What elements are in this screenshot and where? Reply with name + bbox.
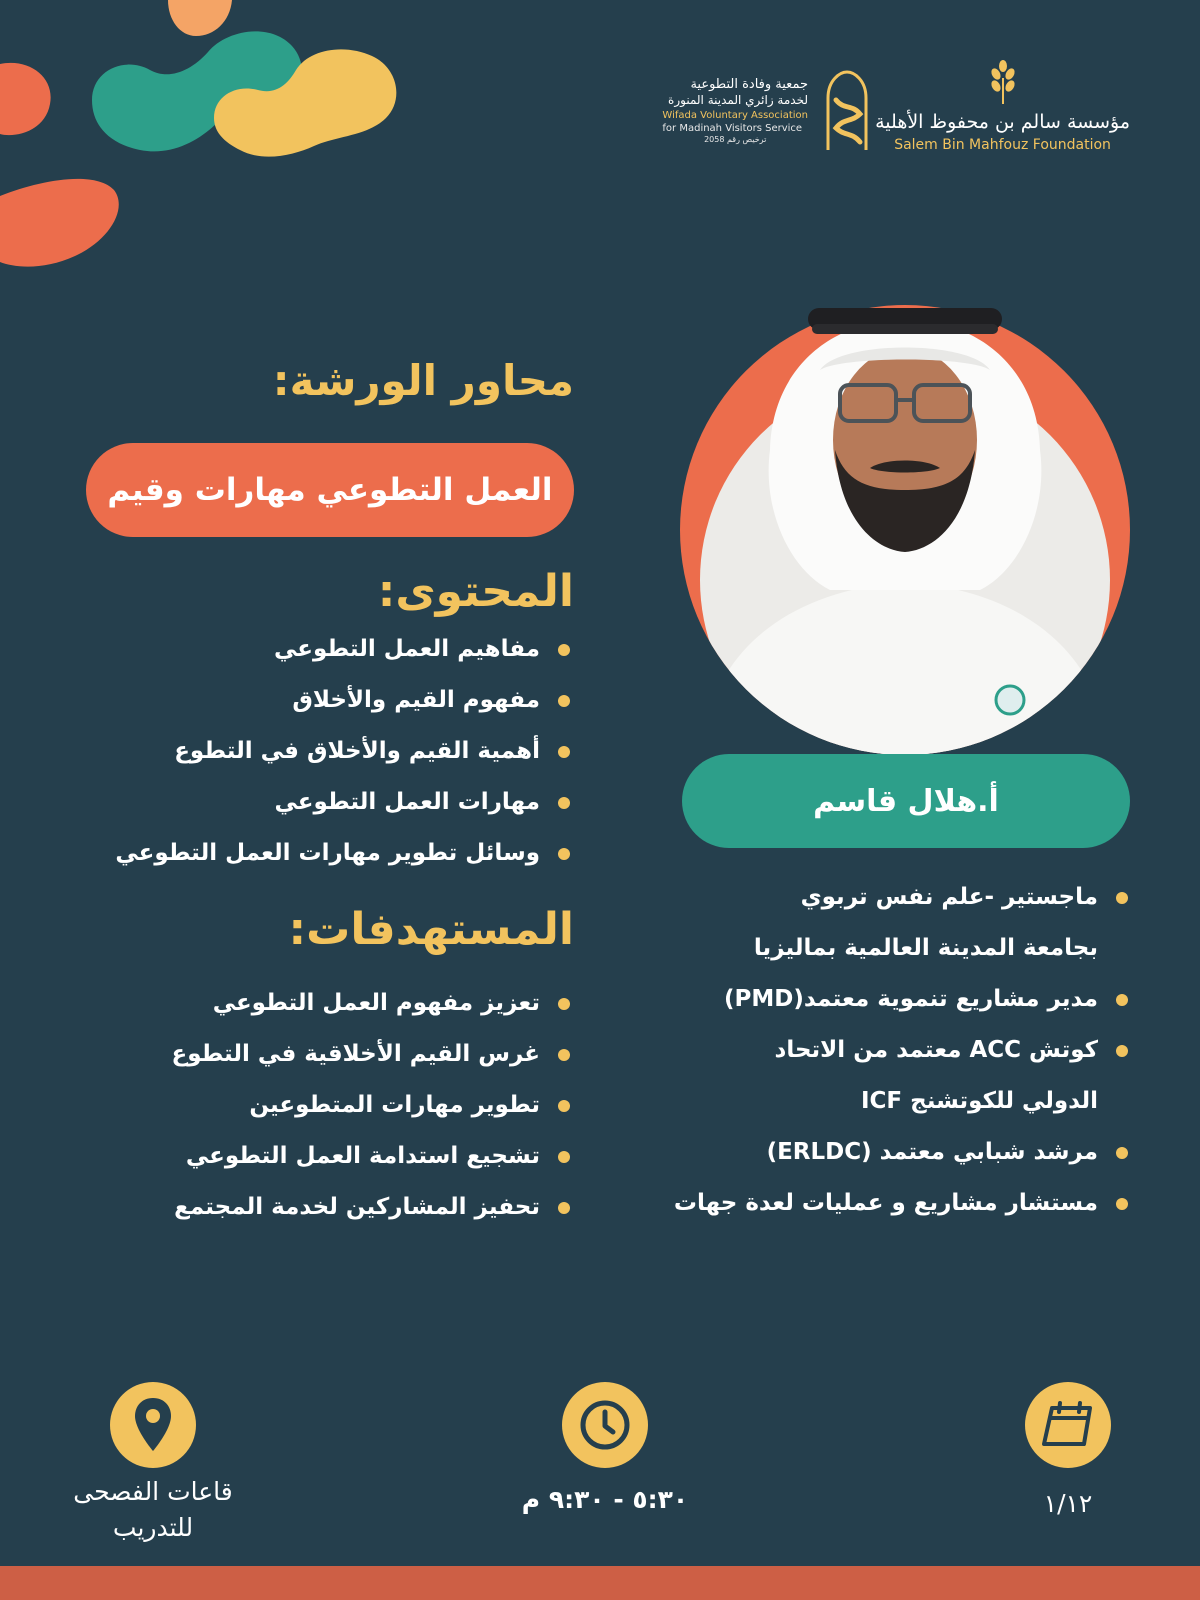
location-text (40, 1474, 266, 1546)
location-line1: قاعات الفصحى (73, 1477, 233, 1506)
objective-item: غرس القيم الأخلاقية في التطوع (171, 1029, 574, 1080)
objectives-heading: المستهدفات: (288, 904, 574, 955)
credential-item: مدير مشاريع تنموية معتمد(PMD) (674, 974, 1132, 1025)
date-text: ١/١٢ (1043, 1489, 1093, 1518)
calendar-icon (1040, 1400, 1096, 1450)
wifada-license: ترخيص رقم 2058 (704, 135, 767, 145)
content-item: مفهوم القيم والأخلاق (115, 675, 574, 726)
presenter-name-pill (682, 754, 1130, 848)
location-pin-icon (132, 1396, 174, 1454)
credential-item: مستشار مشاريع و عمليات لعدة جهات (674, 1178, 1132, 1229)
wifada-arabic-line1: جمعية وفادة التطوعية (690, 76, 808, 92)
wifada-emblem-icon (822, 70, 872, 152)
content-list (115, 624, 574, 879)
location-icon-circle (110, 1382, 196, 1468)
wifada-english-line2: for Madinah Visitors Service (662, 123, 803, 135)
objectives-list (171, 978, 574, 1233)
salem-foundation-arabic-name: مؤسسة سالم بن محفوظ الأهلية (875, 111, 1130, 133)
salem-foundation-logo (875, 60, 1130, 155)
wifada-english-line1: Wifada Voluntary Association (662, 110, 808, 122)
content-item: مفاهيم العمل التطوعي (115, 624, 574, 675)
credential-item: كوتش ACC معتمد من الاتحاد (674, 1025, 1132, 1076)
credential-item: مرشد شبابي معتمد (ERLDC) (674, 1127, 1132, 1178)
footer-bar (0, 1566, 1200, 1600)
objective-item: تطوير مهارات المتطوعين (171, 1080, 574, 1131)
wheat-icon (986, 60, 1020, 106)
presenter-photo (680, 290, 1130, 755)
workshop-title: العمل التطوعي مهارات وقيم (107, 472, 553, 508)
content-heading: المحتوى: (377, 566, 574, 617)
clock-icon-circle (562, 1382, 648, 1468)
credential-item: ماجستير -علم نفس تربوي (674, 872, 1132, 923)
wifada-association-logo (662, 70, 872, 152)
workshop-axes-heading: محاور الورشة: (272, 356, 574, 405)
salem-foundation-english-name: Salem Bin Mahfouz Foundation (894, 136, 1111, 153)
wifada-arabic-line2: لخدمة زائري المدينة المنورة (668, 93, 808, 108)
workshop-title-pill (86, 443, 574, 537)
objective-item: تشجيع استدامة العمل التطوعي (171, 1131, 574, 1182)
decorative-blobs (0, 0, 420, 280)
content-item: وسائل تطوير مهارات العمل التطوعي (115, 828, 574, 879)
time-text: ٥:٣٠ - ٩:٣٠ م (521, 1485, 689, 1514)
presenter-name: أ.هلال قاسم (813, 783, 999, 819)
credential-item-continued: بجامعة المدينة العالمية بماليزيا (753, 935, 1098, 961)
presenter-credentials-list (674, 872, 1132, 1229)
content-item: مهارات العمل التطوعي (115, 777, 574, 828)
credential-item-continued: الدولي للكوتشنج ICF (860, 1088, 1098, 1114)
content-item: أهمية القيم والأخلاق في التطوع (115, 726, 574, 777)
objective-item: تعزيز مفهوم العمل التطوعي (171, 978, 574, 1029)
objective-item: تحفيز المشاركين لخدمة المجتمع (171, 1182, 574, 1233)
calendar-icon-circle (1025, 1382, 1111, 1468)
location-line2: للتدريب (112, 1513, 194, 1542)
clock-icon (579, 1399, 631, 1451)
